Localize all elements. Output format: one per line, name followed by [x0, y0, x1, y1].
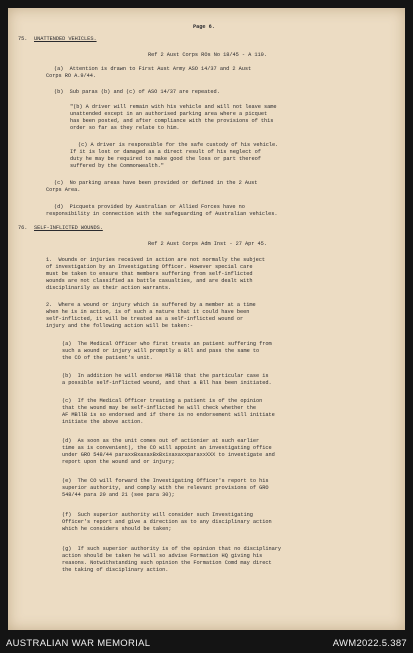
sec76-para-2-line: self-inflicted, it will be treated as a self-inflicted wound or [46, 316, 244, 322]
sec76-sub-d-line: (d) As soon as the unit comes out of actionier at such earlier [62, 438, 260, 444]
sec76-sub-e-line: superior authority, and comply with the relevant provisions of GRO [62, 485, 269, 491]
sec75-quote-c-line: (c) A driver is responsible for the safe custody of his vehicle. [78, 142, 279, 148]
sec75-para-c-line: (c) No parking areas have been provided or defined in the 2 Aust [54, 180, 258, 186]
section-76-number: 76. [18, 225, 28, 231]
sec75-quote-c-line: suffered by the Commonwealth." [70, 163, 164, 169]
footer-item-id: AWM2022.5.387 [332, 638, 407, 649]
sec75-quote-b-line: "(b) A driver will remain with his vehicle and will not leave same [70, 104, 277, 110]
section-75-number: 75. [18, 36, 28, 42]
sec76-sub-e-line: (e) The CO will forward the Investigating Officer's report to his [62, 478, 269, 484]
sec75-para-c-line: Corps Area. [46, 187, 81, 193]
section-75-reference: Ref 2 Aust Corps ROs No 18/45 - A 110. [148, 52, 267, 58]
sec76-sub-a-line: (a) The Medical Officer who first treats an patient suffering from [62, 341, 272, 347]
sec76-sub-d-line: report upon the wound and or injury; [62, 459, 175, 465]
sec76-sub-b-line: (b) In addition he will endorse MBllB that the particular case is [62, 373, 269, 379]
sec76-sub-a-line: such a wound or injury will promptly a Bll and pass the same to [62, 348, 260, 354]
sec76-para-1-line: disciplinarily as their action warrants. [46, 285, 172, 291]
sec75-para-a-line: (a) Attention is drawn to First Aust Army ASO 14/37 and 2 Aust [54, 66, 252, 72]
sec76-sub-c-line: AF MBllB is so endorsed and if there is no endorsement will initiate [62, 412, 275, 418]
sec76-sub-f-line: (f) Such superior authority will consider such Investigating [62, 512, 253, 518]
sec75-para-b: (b) Sub paras (b) and (c) of ASO 14/37 are repeated. [54, 89, 220, 95]
sec76-sub-f-line: which he considers should be taken; [62, 526, 172, 532]
sec76-sub-d-line: under GRO 548/44 paraxxBxaxaxBxBxixaxaxxparaxxXXX to investigate and [62, 452, 275, 458]
sec75-quote-c-line: duty he may be required to make good the loss or part thereof [70, 156, 261, 162]
sec75-quote-b-line: has been posted, and after compliance with the provisions of this [70, 118, 274, 124]
sec76-para-1-line: of investigation by an Investigating Officer. However special care [46, 264, 253, 270]
sec76-sub-d-line: time as is convenient), the CO will appoint an investigating office [62, 445, 272, 451]
sec75-para-a-line: Corps RO A.9/44. [46, 73, 97, 79]
sec76-sub-c-line: (c) If the Medical Officer treating a patient is of the opinion [62, 398, 263, 404]
page-header: Page 6. [193, 24, 215, 30]
sec76-para-1-line: 1. Wounds or injuries received in action are not normally the subject [46, 257, 266, 263]
sec75-quote-c-line: If it is lost or damaged as a direct result of his neglect of [70, 149, 261, 155]
sec76-para-2-line: when he is in action, is of such a nature that it could have been [46, 309, 250, 315]
section-75-title: UNATTENDED VEHICLES. [34, 36, 97, 42]
sec76-sub-g-line: the taking of disciplinary action. [62, 567, 169, 573]
sec76-para-1-line: must be taken to ensure that members suffering from self-inflicted [46, 271, 253, 277]
archive-footer [0, 634, 413, 653]
sec76-sub-b-line: a possible self-inflicted wound, and that a Bll has been initiated. [62, 380, 272, 386]
sec76-sub-g-line: reasons. Notwithstanding such opinion the Formation Comd may direct [62, 560, 272, 566]
document-page [8, 8, 405, 630]
sec76-sub-c-line: that the wound may be self-inflicted he will check whether the [62, 405, 256, 411]
sec76-sub-e-line: 548/44 para 20 and 21 (see para 30); [62, 492, 175, 498]
section-76-reference: Ref 2 Aust Corps Adm Inst - 27 Apr 45. [148, 241, 267, 247]
sec76-para-2-line: injury and the following action will be taken:- [46, 323, 194, 329]
section-76-title: SELF-INFLICTED WOUNDS. [34, 225, 103, 231]
sec76-sub-g-line: (g) If such superior authority is of the opinion that no disciplinary [62, 546, 282, 552]
footer-institution: AUSTRALIAN WAR MEMORIAL [6, 638, 151, 649]
sec76-para-1-line: wounds are not classified as battle casualties, and are dealt with [46, 278, 253, 284]
sec75-para-d-line: responsibility in connection with the safeguarding of Australian vehicles. [46, 211, 278, 217]
sec76-sub-a-line: the CO of the patient's unit. [62, 355, 153, 361]
sec76-sub-g-line: action should be taken he will so advise Formation HQ giving his [62, 553, 263, 559]
sec76-sub-c-line: initiate the above action. [62, 419, 144, 425]
sec75-quote-b-line: unattended except in an authorised parking area where a picquet [70, 111, 268, 117]
sec75-quote-b-line: order so far as they relate to him. [70, 125, 180, 131]
sec75-para-d-line: (d) Picquets provided by Australian or Allied Forces have no [54, 204, 245, 210]
sec76-para-2-line: 2. Where a wound or injury which is suffered by a member at a time [46, 302, 256, 308]
sec76-sub-f-line: Officer's report and give a direction as to any disciplinary action [62, 519, 272, 525]
